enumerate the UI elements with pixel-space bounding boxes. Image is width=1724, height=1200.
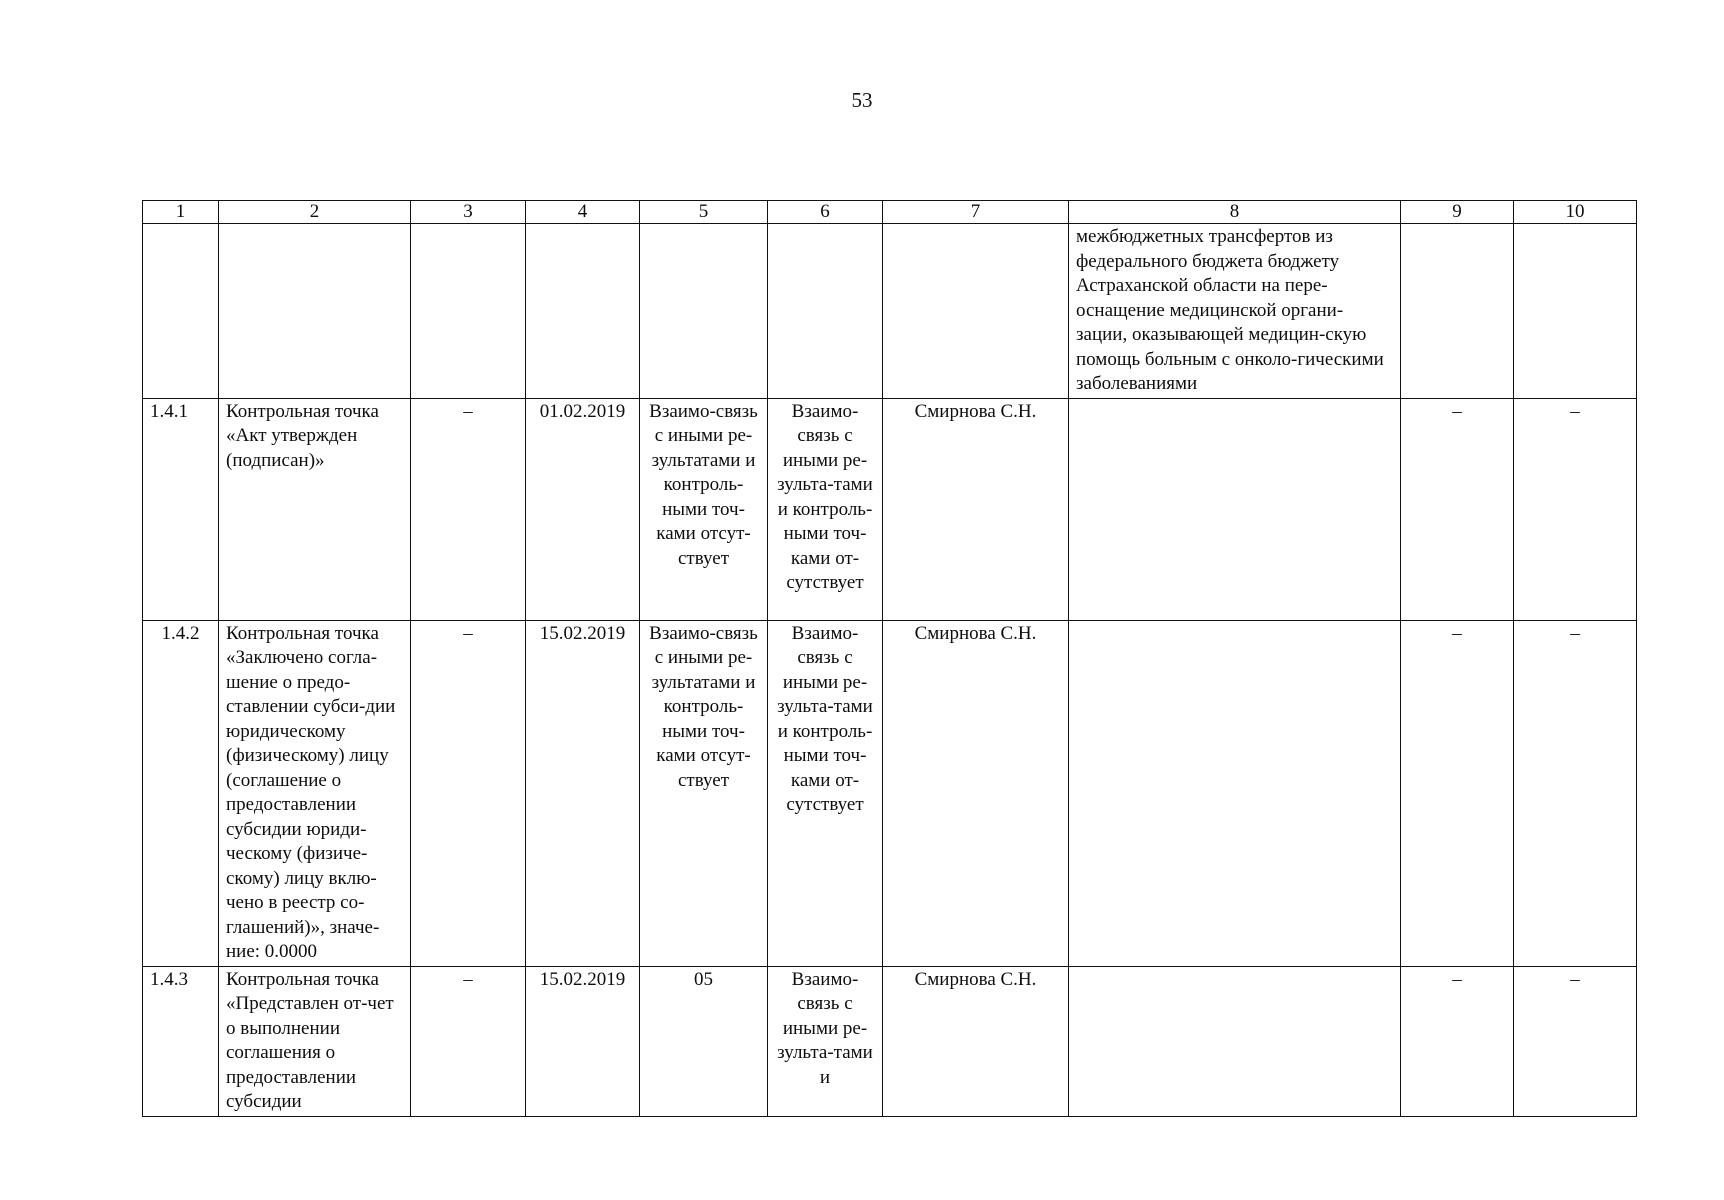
continued-table-row (143, 224, 1637, 399)
relation-cell: 05 (640, 966, 768, 1116)
control-point-name-cell: Контрольная точка «Заключено согла-шение о предо-ставлении субси-дии юридическому (физическому) лицу (соглашение о предоставлении субсидии юриди-ческому (физиче-скому) лицу вклю-чено в реестр со-глашений)», значе-ние: 0.0000 (219, 620, 411, 966)
control-point-name-cell: Контрольная точка «Представлен от-чет о выполнении соглашения о предоставлении субсидии (219, 966, 411, 1116)
column-number: 5 (640, 201, 768, 224)
column-3-cell: – (411, 620, 526, 966)
relation-cell: Взаимо-связь с иными ре-зульта-тами и контроль-ными точ-ками от-сутствует (768, 398, 883, 620)
column-number-header-row (143, 201, 1637, 224)
column-9-cell: – (1401, 620, 1514, 966)
column-number: 1 (143, 201, 219, 224)
column-number: 10 (1514, 201, 1637, 224)
table-cell (883, 224, 1069, 399)
description-cell (1069, 620, 1401, 966)
row-number-cell: 1.4.3 (143, 966, 219, 1116)
date-cell: 15.02.2019 (526, 620, 640, 966)
responsible-cell: Смирнова С.Н. (883, 966, 1069, 1116)
continued-description-cell: межбюджетных трансфертов из федерального бюджета бюджету Астраханской области на пере-оснащение медицинской органи-зации, оказывающей медицин-скую помощь больным с онколо-гическими заболеваниями (1069, 224, 1401, 399)
description-cell (1069, 966, 1401, 1116)
column-number: 9 (1401, 201, 1514, 224)
table-cell (526, 224, 640, 399)
table-row (143, 966, 1637, 1116)
table-row (143, 398, 1637, 620)
row-number-cell: 1.4.2 (143, 620, 219, 966)
responsible-cell: Смирнова С.Н. (883, 398, 1069, 620)
table-cell (768, 224, 883, 399)
table-row (143, 620, 1637, 966)
column-3-cell: – (411, 966, 526, 1116)
table-cell (219, 224, 411, 399)
column-number: 6 (768, 201, 883, 224)
column-number: 7 (883, 201, 1069, 224)
column-10-cell: – (1514, 966, 1637, 1116)
column-9-cell: – (1401, 398, 1514, 620)
table-cell (411, 224, 526, 399)
row-number-cell: 1.4.1 (143, 398, 219, 620)
table-cell (640, 224, 768, 399)
column-number: 3 (411, 201, 526, 224)
page-number: 53 (851, 88, 873, 112)
column-10-cell: – (1514, 620, 1637, 966)
relation-cell: Взаимо-связь с иными ре-зульта-тами и контроль-ными точ-ками от-сутствует (768, 620, 883, 966)
date-cell: 01.02.2019 (526, 398, 640, 620)
column-9-cell: – (1401, 966, 1514, 1116)
relation-cell: Взаимо-связь с иными ре-зульта-тами и (768, 966, 883, 1116)
column-number: 8 (1069, 201, 1401, 224)
table-cell (143, 224, 219, 399)
relation-cell: Взаимо-связь с иными ре-зультатами и контроль-ными точ-ками отсут-ствует (640, 398, 768, 620)
relation-cell: Взаимо-связь с иными ре-зультатами и контроль-ными точ-ками отсут-ствует (640, 620, 768, 966)
date-cell: 15.02.2019 (526, 966, 640, 1116)
control-points-table (142, 200, 1637, 1117)
description-cell (1069, 398, 1401, 620)
column-3-cell: – (411, 398, 526, 620)
column-10-cell: – (1514, 398, 1637, 620)
column-number: 2 (219, 201, 411, 224)
table-cell (1514, 224, 1637, 399)
control-point-name-cell: Контрольная точка «Акт утвержден (подписан)» (219, 398, 411, 620)
column-number: 4 (526, 201, 640, 224)
table-cell (1401, 224, 1514, 399)
responsible-cell: Смирнова С.Н. (883, 620, 1069, 966)
